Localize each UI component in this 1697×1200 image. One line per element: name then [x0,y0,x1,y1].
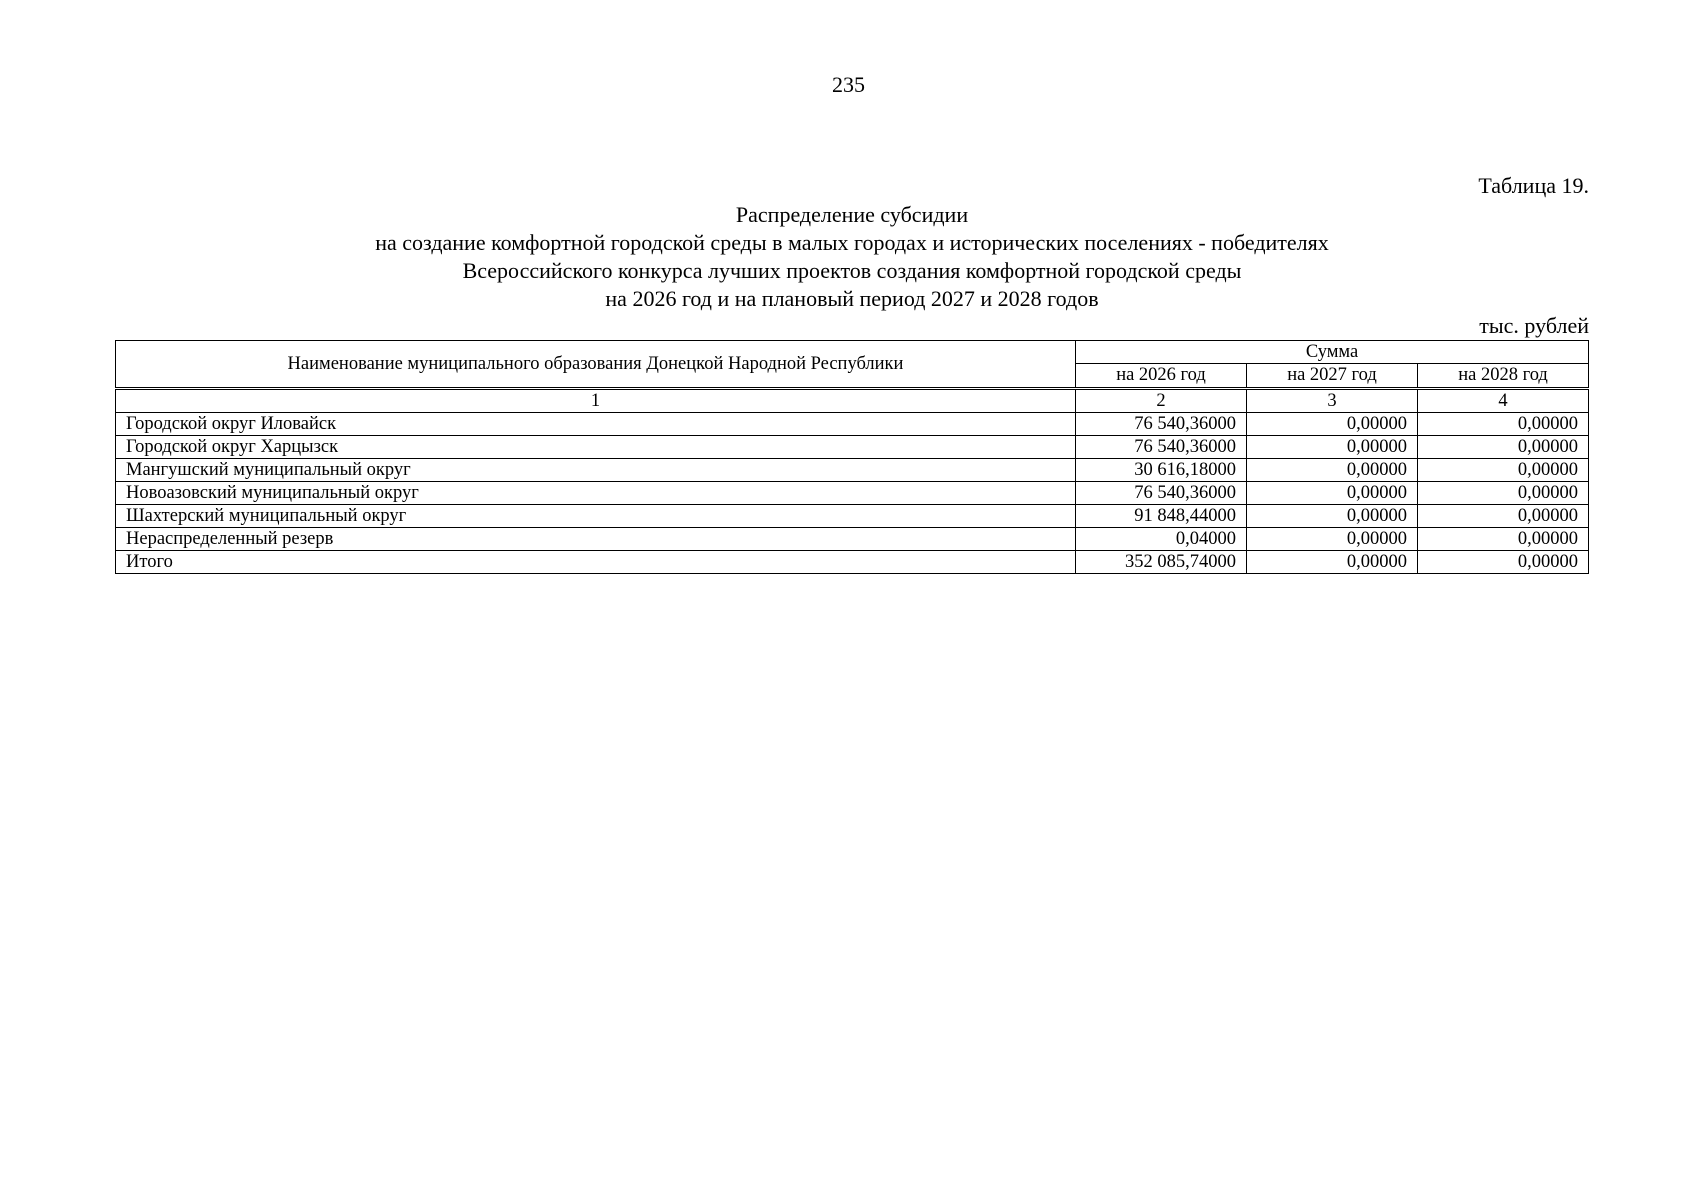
subsidy-table [115,340,1589,574]
amount-2028: 0,00000 [1418,505,1589,528]
total-2027: 0,00000 [1247,551,1418,574]
amount-2027: 0,00000 [1247,482,1418,505]
amount-2028: 0,00000 [1418,482,1589,505]
municipality-name: Мангушский муниципальный округ [116,459,1076,482]
total-label: Итого [116,551,1076,574]
units-label: тыс. рублей [1479,313,1589,338]
amount-2027: 0,00000 [1247,505,1418,528]
title-line: Распределение субсидии [735,202,969,227]
amount-2028: 0,00000 [1418,459,1589,482]
municipality-name: Городской округ Иловайск [116,413,1076,436]
column-number-row [116,389,1589,413]
amount-2026: 76 540,36000 [1076,413,1247,436]
column-number: 4 [1418,389,1589,413]
table-row [116,436,1589,459]
total-2028: 0,00000 [1418,551,1589,574]
municipality-name: Городской округ Харцызск [116,436,1076,459]
amount-2028: 0,00000 [1418,528,1589,551]
table-row [116,505,1589,528]
amount-2028: 0,00000 [1418,436,1589,459]
page-number: 235 [832,72,865,97]
header-year-2027: на 2027 год [1247,364,1418,389]
amount-2027: 0,00000 [1247,528,1418,551]
table-row [116,413,1589,436]
amount-2026: 91 848,44000 [1076,505,1247,528]
total-2026: 352 085,74000 [1076,551,1247,574]
amount-2027: 0,00000 [1247,459,1418,482]
amount-2027: 0,00000 [1247,436,1418,459]
column-number: 2 [1076,389,1247,413]
table-row [116,459,1589,482]
header-sum: Сумма [1076,341,1589,364]
header-municipality-name: Наименование муниципального образования Донецкой Народной Республики [116,341,1076,389]
document-title [115,201,1589,313]
title-line: на создание комфортной городской среды в малых городах и исторических поселениях - победителях [375,230,1329,255]
header-year-2028: на 2028 год [1418,364,1589,389]
amount-2026: 0,04000 [1076,528,1247,551]
table-total-row [116,551,1589,574]
amount-2026: 30 616,18000 [1076,459,1247,482]
municipality-name: Новоазовский муниципальный округ [116,482,1076,505]
amount-2026: 76 540,36000 [1076,436,1247,459]
column-number: 1 [116,389,1076,413]
table-row [116,528,1589,551]
amount-2028: 0,00000 [1418,413,1589,436]
amount-2027: 0,00000 [1247,413,1418,436]
municipality-name: Шахтерский муниципальный округ [116,505,1076,528]
municipality-name: Нераспределенный резерв [116,528,1076,551]
amount-2026: 76 540,36000 [1076,482,1247,505]
table-row [116,482,1589,505]
table-label: Таблица 19. [1478,173,1589,198]
title-line: Всероссийского конкурса лучших проектов создания комфортной городской среды [462,258,1242,283]
column-number: 3 [1247,389,1418,413]
title-line: на 2026 год и на плановый период 2027 и 2028 годов [605,286,1099,311]
header-year-2026: на 2026 год [1076,364,1247,389]
table-header-row [116,341,1589,364]
